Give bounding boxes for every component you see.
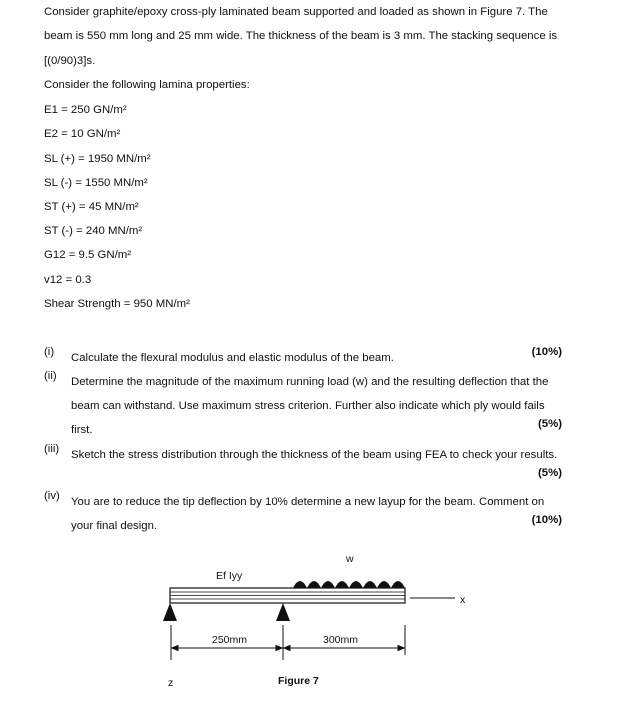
beam bbox=[170, 588, 405, 603]
question-number: (ii) bbox=[44, 370, 57, 382]
x-axis-label: x bbox=[460, 594, 466, 606]
span-1-label: 250mm bbox=[212, 634, 248, 646]
question-mark: (10%) bbox=[531, 514, 562, 526]
property-v12: v12 = 0.3 bbox=[44, 274, 92, 286]
property-sl-minus: SL (-) = 1550 MN/m² bbox=[44, 177, 148, 189]
question-text-line-2: your final design. bbox=[71, 520, 158, 532]
property-g12: G12 = 9.5 GN/m² bbox=[44, 249, 132, 261]
middle-support-icon bbox=[276, 603, 290, 621]
property-shear-strength: Shear Strength = 950 MN/m² bbox=[44, 298, 190, 310]
question-mark: (10%) bbox=[531, 346, 562, 358]
question-mark: (5%) bbox=[537, 418, 562, 430]
property-e1: E1 = 250 GN/m² bbox=[44, 104, 127, 116]
question-text-line-1: Determine the magnitude of the maximum running load (w) and the resulting deflection that the bbox=[71, 376, 549, 388]
question-mark: (5%) bbox=[537, 467, 562, 479]
question-number: (iv) bbox=[44, 490, 60, 502]
stiffness-label: Ef Iyy bbox=[216, 570, 243, 582]
property-st-minus: ST (-) = 240 MN/m² bbox=[44, 225, 143, 237]
left-support-icon bbox=[163, 603, 177, 621]
property-st-plus: ST (+) = 45 MN/m² bbox=[44, 201, 139, 213]
load-label: w bbox=[346, 553, 354, 565]
intro-line-1: Consider graphite/epoxy cross-ply laminated beam supported and loaded as shown in Figure 7. The bbox=[44, 6, 548, 18]
distributed-load bbox=[293, 581, 405, 588]
question-text: Calculate the flexural modulus and elastic modulus of the beam. bbox=[71, 352, 394, 364]
question-text-line-2: beam can withstand. Use maximum stress criterion. Further also indicate which ply would fails bbox=[71, 400, 545, 412]
question-text-line-3: first. bbox=[71, 424, 93, 436]
question-number: (iii) bbox=[44, 443, 60, 455]
intro-line-2: beam is 550 mm long and 25 mm wide. The thickness of the beam is 3 mm. The stacking sequence is bbox=[44, 30, 558, 42]
question-text-line-1: You are to reduce the tip deflection by 10% determine a new layup for the beam. Comment on bbox=[71, 496, 545, 508]
intro-line-4: Consider the following lamina properties: bbox=[44, 79, 250, 91]
question-text: Sketch the stress distribution through the thickness of the beam using FEA to check your results. bbox=[71, 449, 558, 461]
span-2-label: 300mm bbox=[323, 634, 359, 646]
property-sl-plus: SL (+) = 1950 MN/m² bbox=[44, 153, 151, 165]
figure-caption: Figure 7 bbox=[278, 675, 319, 687]
intro-line-3: [(0/90)3]s. bbox=[44, 55, 96, 67]
z-axis-label: z bbox=[168, 677, 174, 689]
dimension-line bbox=[171, 625, 405, 660]
property-e2: E2 = 10 GN/m² bbox=[44, 128, 121, 140]
question-number: (i) bbox=[44, 346, 55, 358]
